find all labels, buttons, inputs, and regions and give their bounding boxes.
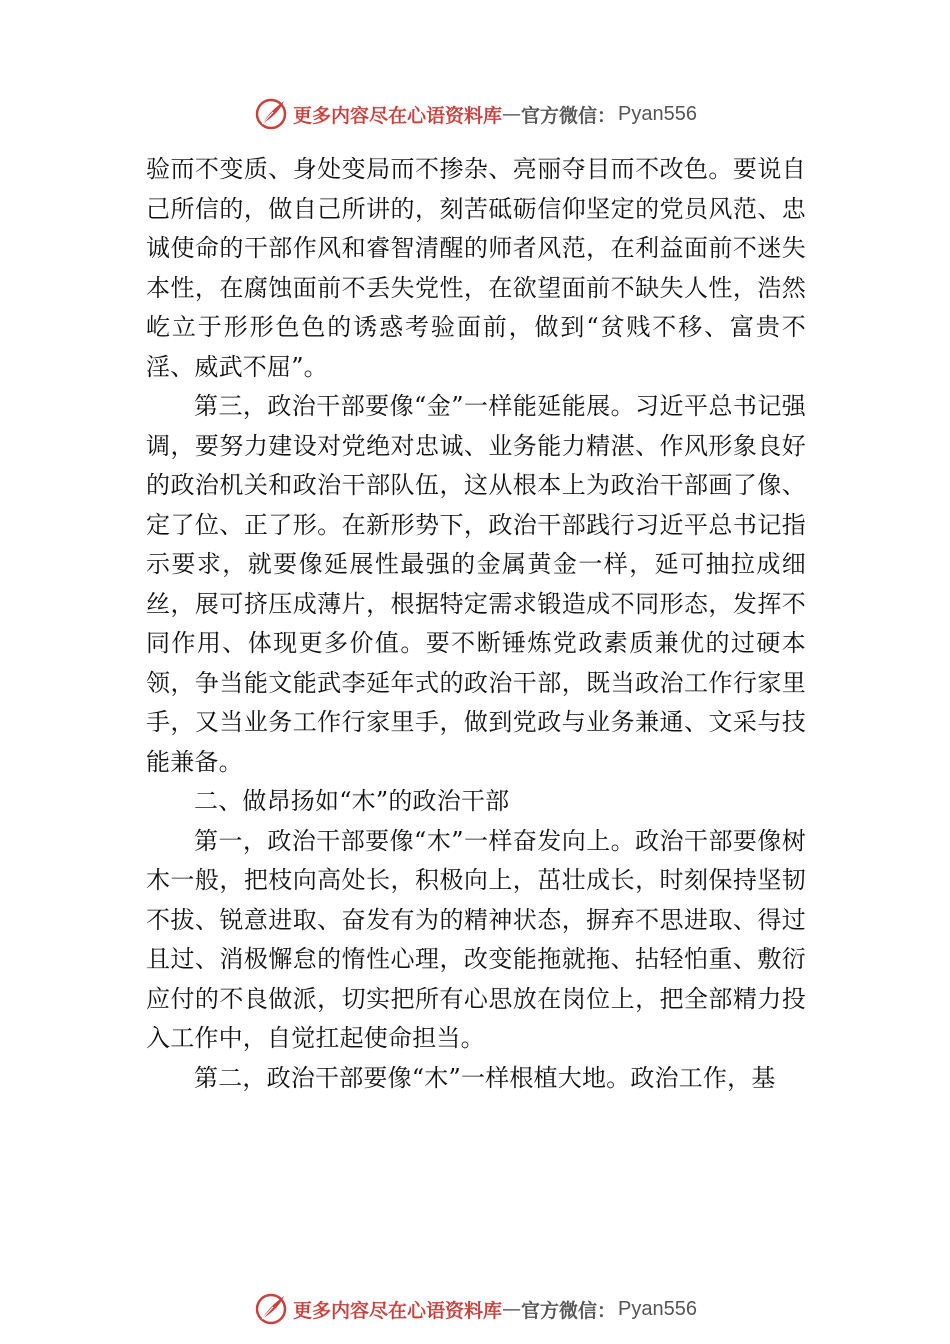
footer-separator: —: [502, 1298, 522, 1320]
footer-wechat-id: Pyan556: [618, 1297, 697, 1320]
paragraph-3: 第一，政治干部要像“木”一样奋发向上。政治干部要像树木一般，把枝向高处长，积极向上，茁壮成长，时刻保持坚韧不拔、锐意进取、奋发有为的精神状态，摒弃不思进取、得过且过、消极懈怠的惰性心理，改变能拖就拖、拈轻怕重、敷衍应付的不良做派，切实把所有心思放在岗位上，把全部精力投入工作中，自觉扛起使命担当。: [146, 826, 806, 1052]
paragraph-1: 验而不变质、身处变局而不掺杂、亮丽夺目而不改色。要说自己所信的，做自己所讲的，刻苦砥砺信仰坚定的党员风范、忠诚使命的干部作风和睿智清醒的师者风范，在利益面前不迷失本性，在腐蚀面前不丢失党性，在欲望面前不缺失人性，浩然屹立于形形色色的诱惑考验面前，做到“贫贱不移、富贵不淫、威武不屈”。: [146, 155, 806, 381]
paragraph-2: 第三，政治干部要像“金”一样能延能展。习近平总书记强调，要努力建设对党绝对忠诚、业务能力精湛、作风形象良好的政治机关和政治干部队伍，这从根本上为政治干部画了像、定了位、正了形。在新形势下，政治干部践行习近平总书记指示要求，就要像延展性最强的金属黄金一样，延可抽拉成细丝，展可挤压成薄片，根据特定需求锻造成不同形态，发挥不同作用、体现更多价值。要不断锤炼党政素质兼优的过硬本领，争当能文能武李延年式的政治干部，既当政治工作行家里手，又当业务工作行家里手，做到党政与业务兼通、文采与技能兼备。: [146, 392, 806, 776]
header-separator: —: [502, 103, 522, 125]
feather-pen-circle-icon: [253, 1291, 289, 1327]
footer-site-name: 更多内容尽在心语资料库: [293, 1299, 503, 1322]
footer-wechat-label: 官方微信：: [521, 1299, 617, 1322]
header-wechat-id: Pyan556: [618, 102, 697, 125]
header-wechat-label: 官方微信：: [521, 104, 617, 127]
document-body: [146, 150, 806, 1098]
header-banner: [0, 94, 950, 134]
section-heading: 二、做昂扬如“木”的政治干部: [194, 787, 510, 815]
paragraph-4: 第二，政治干部要像“木”一样根植大地。政治工作，基: [194, 1063, 776, 1092]
footer-banner: [0, 1289, 950, 1329]
header-site-name: 更多内容尽在心语资料库: [293, 104, 503, 127]
feather-pen-circle-icon: [253, 96, 289, 132]
